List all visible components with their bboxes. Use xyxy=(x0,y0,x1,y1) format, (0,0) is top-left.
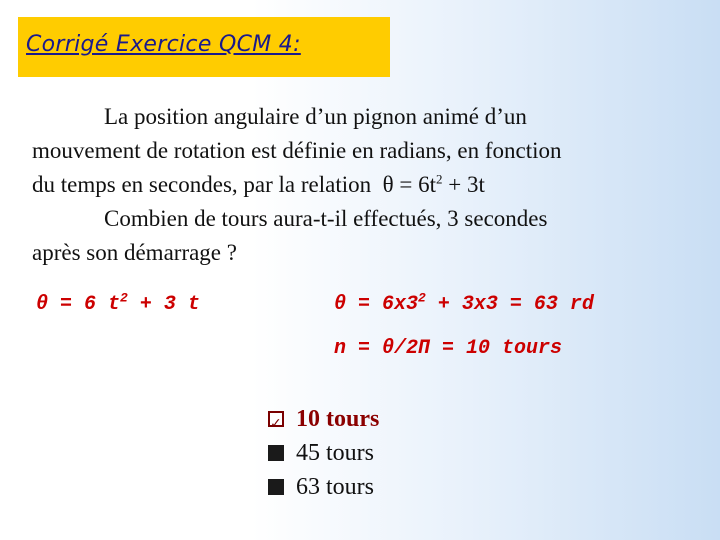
formula-1-a: θ = 6 t xyxy=(36,293,121,316)
question-line-1: La position angulaire d’un pignon animé d’un xyxy=(104,104,527,129)
relation-formula-exp: 2 xyxy=(436,171,443,187)
formula-1-b: + 3 t xyxy=(127,293,200,316)
formula-1-exp: 2 xyxy=(120,290,128,306)
checkbox-icon[interactable] xyxy=(268,479,284,495)
relation-formula xyxy=(383,172,485,197)
solution-formula-2 xyxy=(334,290,594,316)
question-line-5: après son démarrage ? xyxy=(32,240,237,265)
title-banner xyxy=(18,17,390,77)
page-title: Corrigé Exercice QCM 4: xyxy=(26,32,301,57)
relation-formula-b: + 3t xyxy=(442,172,485,197)
choice-45-tours[interactable] xyxy=(268,436,379,470)
checked-checkbox-icon[interactable] xyxy=(268,411,284,427)
choice-label: 10 tours xyxy=(296,406,380,432)
answer-choices xyxy=(268,402,379,504)
formula-2-a: θ = 6x3 xyxy=(334,293,419,316)
solution-formula-3: n = θ/2Π = 10 tours xyxy=(334,337,563,360)
solution-formula-1 xyxy=(36,290,200,316)
question-line-3 xyxy=(32,168,692,202)
checkbox-icon[interactable] xyxy=(268,445,284,461)
relation-formula-a: θ = 6t xyxy=(382,172,437,197)
choice-label: 45 tours xyxy=(296,440,374,466)
choice-10-tours[interactable] xyxy=(268,402,379,436)
question-line-3-text: du temps en secondes, par la relation xyxy=(32,172,372,197)
formula-2-b: + 3x3 = 63 rd xyxy=(425,293,594,316)
formula-2-exp: 2 xyxy=(418,290,426,306)
question-line-2: mouvement de rotation est définie en radians, en fonction xyxy=(32,138,562,163)
question-text xyxy=(32,100,692,270)
choice-label: 63 tours xyxy=(296,474,374,500)
question-line-4: Combien de tours aura-t-il effectués, 3 secondes xyxy=(104,206,548,231)
choice-63-tours[interactable] xyxy=(268,470,379,504)
